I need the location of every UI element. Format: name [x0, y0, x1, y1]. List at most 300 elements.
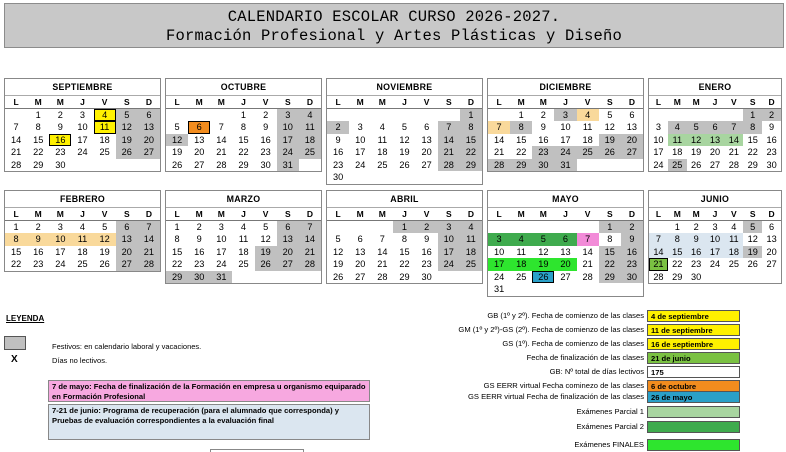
weekday-label: J — [80, 209, 85, 219]
day-cell: 15 — [238, 134, 249, 145]
week-row — [166, 134, 321, 147]
day-cell: 21 — [582, 259, 593, 269]
day-cell: 18 — [460, 246, 482, 259]
week-row — [649, 258, 781, 271]
weekday-label: M — [673, 97, 681, 107]
day-cell: 14 — [299, 233, 321, 246]
day-cell — [554, 221, 576, 234]
key-label: GS EERR virtual Fecha de finalización de las clases — [467, 392, 644, 401]
week-row — [488, 109, 643, 122]
week-row — [166, 146, 321, 159]
day-cell: 3 — [554, 109, 576, 122]
month-diciembre — [487, 78, 644, 172]
day-cell — [706, 271, 725, 284]
day-cell: 9 — [335, 134, 341, 145]
weekday-label: V — [731, 97, 737, 107]
weekday-label: V — [101, 209, 108, 219]
weekday-label: D — [467, 209, 474, 219]
day-cell: 12 — [260, 234, 271, 244]
day-cell — [724, 271, 743, 284]
week-row — [649, 271, 781, 284]
day-cell: 7 — [649, 233, 668, 246]
weekday-label: J — [712, 97, 718, 107]
day-cell: 16 — [194, 246, 205, 257]
day-cell: 2 — [57, 109, 63, 120]
month-name: MAYO — [488, 191, 643, 208]
day-cell — [416, 171, 438, 184]
day-cell: 10 — [355, 134, 366, 145]
month-mayo — [487, 190, 644, 297]
day-cell — [762, 271, 781, 284]
day-cell: 8 — [668, 233, 687, 246]
day-cell — [724, 109, 743, 122]
day-cell: 3 — [712, 221, 718, 232]
day-cell — [210, 109, 232, 122]
day-cell: 28 — [377, 271, 388, 282]
day-cell: 2 — [35, 221, 41, 232]
key-row — [400, 421, 740, 433]
month-name: FEBRERO — [5, 191, 160, 208]
day-cell — [299, 271, 321, 284]
day-cell: 1 — [240, 109, 247, 120]
weekday-header — [5, 208, 160, 221]
day-cell: 7 — [218, 122, 224, 132]
week-row — [5, 109, 160, 122]
weekday-label: M — [34, 209, 42, 219]
day-cell: 27 — [709, 159, 721, 170]
week-row — [166, 233, 321, 246]
key-label: GB: Nº total de días lectivos — [549, 367, 644, 376]
day-cell: 22 — [399, 259, 410, 269]
day-cell — [299, 159, 321, 172]
day-cell: 30 — [691, 271, 702, 282]
day-cell: 19 — [743, 246, 762, 259]
day-cell — [438, 271, 460, 284]
key-value — [647, 406, 740, 418]
day-cell — [188, 109, 210, 122]
day-cell: 22 — [672, 259, 683, 269]
day-cell: 3 — [57, 221, 63, 232]
day-cell: 29 — [747, 159, 758, 170]
day-cell: 15 — [516, 134, 527, 145]
day-cell: 21 — [377, 259, 388, 269]
day-cell: 5 — [102, 221, 108, 232]
day-cell — [349, 109, 371, 122]
day-cell — [577, 221, 599, 234]
month-name: NOVIEMBRE — [327, 79, 482, 96]
day-cell: 19 — [171, 147, 183, 157]
day-cell: 15 — [668, 246, 687, 259]
week-row — [327, 246, 482, 259]
day-cell: 5 — [116, 109, 138, 122]
day-cell: 3 — [277, 109, 299, 122]
day-cell: 21 — [10, 147, 22, 157]
day-cell: 27 — [766, 259, 777, 269]
day-cell: 1 — [13, 221, 19, 232]
day-cell: 4 — [510, 233, 532, 246]
day-cell: 20 — [554, 258, 576, 271]
day-cell: 2 — [540, 109, 546, 120]
day-cell: 10 — [560, 122, 571, 132]
day-cell — [554, 283, 576, 296]
day-cell: 18 — [299, 134, 321, 147]
key-row — [400, 391, 740, 403]
weekday-label: M — [378, 209, 386, 219]
week-row — [649, 159, 781, 172]
day-cell: 25 — [516, 271, 527, 282]
day-cell: 14 — [138, 233, 160, 246]
day-cell: 8 — [401, 234, 408, 244]
day-cell: 26 — [116, 146, 138, 159]
day-cell: 31 — [493, 284, 505, 294]
day-cell — [668, 109, 687, 122]
day-cell: 1 — [743, 109, 762, 122]
weekday-label: S — [445, 209, 452, 219]
week-row — [327, 171, 482, 184]
day-cell: 17 — [55, 246, 66, 257]
key-label: GS (1º). Fecha de comienzo de las clases — [502, 339, 644, 348]
day-cell — [255, 271, 277, 284]
day-cell: 21 — [728, 147, 739, 157]
day-cell: 25 — [728, 259, 739, 269]
day-cell: 8 — [240, 122, 247, 132]
day-cell: 13 — [277, 233, 299, 246]
day-cell: 23 — [260, 147, 271, 157]
day-cell — [371, 171, 393, 184]
weekday-label: M — [56, 97, 64, 107]
day-cell: 24 — [277, 146, 299, 159]
weekday-label: D — [306, 209, 313, 219]
day-cell: 29 — [672, 271, 683, 282]
day-cell: 28 — [653, 271, 664, 282]
day-cell: 26 — [691, 159, 702, 170]
weekday-label: D — [628, 97, 635, 107]
week-row — [166, 121, 321, 134]
day-cell: 24 — [216, 259, 227, 269]
day-cell: 14 — [493, 134, 505, 145]
day-cell: 24 — [653, 159, 664, 170]
day-cell: 15 — [747, 134, 758, 145]
week-row — [166, 246, 321, 259]
day-cell: 15 — [460, 134, 482, 147]
day-cell: 16 — [621, 246, 643, 259]
weekday-label: M — [356, 97, 364, 107]
day-cell: 26 — [532, 271, 554, 284]
title-line-1: CALENDARIO ESCOLAR CURSO 2026-2027. — [227, 8, 561, 26]
day-cell: 8 — [35, 122, 41, 132]
day-cell: 10 — [706, 233, 725, 246]
weekday-label: M — [517, 209, 525, 219]
key-value — [647, 421, 740, 433]
key-value: 16 de septiembre — [647, 338, 740, 350]
month-name: ENERO — [649, 79, 781, 96]
week-row — [488, 159, 643, 172]
day-cell: 18 — [724, 246, 743, 259]
day-cell — [349, 171, 371, 184]
day-cell: 29 — [33, 159, 44, 170]
weekday-label: J — [402, 209, 407, 219]
day-cell: 9 — [424, 234, 430, 244]
day-cell: 26 — [399, 159, 410, 170]
day-cell: 25 — [377, 159, 388, 170]
day-cell: 20 — [194, 147, 205, 157]
day-cell: 25 — [299, 146, 321, 159]
day-cell: 12 — [687, 134, 706, 147]
key-label: Exámenes FINALES — [574, 440, 644, 449]
week-row — [166, 258, 321, 271]
day-cell: 14 — [724, 134, 743, 147]
day-cell: 8 — [510, 121, 532, 134]
month-febrero — [4, 190, 161, 272]
day-cell: 23 — [55, 147, 66, 157]
week-row — [649, 246, 781, 259]
day-cell: 13 — [355, 246, 366, 257]
weekday-label: L — [13, 209, 19, 219]
day-cell: 12 — [747, 234, 758, 244]
legend-title: LEYENDA — [6, 314, 45, 323]
weekday-label: S — [445, 97, 452, 107]
day-cell: 30 — [532, 159, 554, 172]
day-cell: 16 — [538, 134, 549, 145]
day-cell: 10 — [277, 121, 299, 134]
day-cell: 12 — [604, 122, 615, 132]
day-cell: 28 — [438, 159, 460, 172]
day-cell: 17 — [488, 258, 510, 271]
day-cell: 5 — [401, 122, 408, 132]
week-row — [488, 221, 643, 234]
key-label: Fecha de finalización de las clases — [526, 353, 644, 362]
day-cell: 17 — [355, 147, 366, 157]
weekday-label: L — [335, 209, 341, 219]
day-cell: 17 — [653, 147, 664, 157]
day-cell: 24 — [55, 259, 66, 269]
day-cell: 30 — [55, 159, 66, 170]
weekday-label: V — [262, 209, 269, 219]
week-row — [5, 121, 160, 134]
day-cell: 23 — [421, 259, 432, 269]
day-cell: 11 — [516, 246, 526, 257]
page-title — [4, 3, 784, 48]
key-row — [400, 352, 740, 364]
day-cell: 23 — [194, 259, 205, 269]
day-cell: 13 — [421, 134, 432, 145]
day-cell: 31 — [210, 271, 232, 284]
day-cell: 26 — [599, 146, 621, 159]
week-row — [649, 109, 781, 122]
day-cell: 22 — [599, 258, 621, 271]
day-cell — [393, 171, 415, 184]
day-cell: 19 — [99, 246, 110, 257]
weekday-label: S — [123, 97, 130, 107]
day-cell: 6 — [769, 221, 775, 232]
day-cell: 1 — [674, 221, 680, 232]
month-octubre — [165, 78, 322, 172]
week-row — [166, 109, 321, 122]
day-cell: 22 — [33, 147, 44, 157]
weekday-label: L — [655, 97, 662, 107]
week-row — [649, 146, 781, 159]
day-cell — [232, 271, 254, 284]
day-cell: 29 — [399, 271, 410, 282]
day-cell: 29 — [510, 159, 532, 172]
day-cell: 8 — [174, 234, 180, 244]
day-cell: 5 — [335, 234, 341, 244]
key-label: GS EERR virtual Fecha cominezo de las clases — [483, 381, 644, 390]
day-cell: 31 — [277, 159, 299, 172]
day-cell: 22 — [238, 147, 249, 157]
day-cell: 12 — [116, 121, 138, 134]
day-cell: 28 — [488, 159, 510, 172]
day-cell: 4 — [577, 109, 599, 122]
day-cell: 5 — [263, 221, 269, 232]
day-cell: 6 — [277, 221, 299, 234]
day-cell: 20 — [138, 134, 160, 147]
day-cell — [327, 221, 349, 234]
weekday-label: J — [80, 97, 85, 107]
day-cell: 20 — [355, 259, 366, 269]
day-cell: 11 — [299, 121, 321, 134]
weekday-label: J — [241, 209, 246, 219]
day-cell: 29 — [460, 159, 482, 172]
day-cell: 2 — [762, 109, 781, 122]
day-cell: 8 — [743, 121, 762, 134]
day-cell — [349, 221, 371, 234]
day-cell: 26 — [171, 159, 183, 170]
day-cell: 10 — [438, 233, 460, 246]
day-cell: 16 — [332, 147, 344, 157]
day-cell: 10 — [493, 246, 505, 257]
day-cell: 14 — [216, 134, 227, 145]
day-cell: 20 — [277, 246, 299, 259]
day-cell: 20 — [766, 246, 777, 257]
day-cell: 11 — [94, 121, 116, 134]
day-cell: 22 — [171, 259, 183, 269]
day-cell: 12 — [538, 246, 549, 257]
day-cell: 16 — [49, 134, 71, 147]
day-cell: 5 — [607, 109, 613, 120]
day-cell: 28 — [138, 258, 160, 271]
day-cell: 11 — [724, 233, 743, 246]
day-cell: 4 — [240, 221, 247, 232]
month-enero — [648, 78, 782, 172]
day-cell: 24 — [355, 159, 366, 170]
weekday-label: L — [13, 97, 19, 107]
day-cell: 5 — [532, 233, 554, 246]
day-cell: 15 — [10, 246, 22, 257]
week-row — [5, 134, 160, 147]
day-cell: 10 — [77, 122, 88, 132]
weekday-label: M — [217, 97, 225, 107]
day-cell: 13 — [766, 234, 777, 244]
day-cell: 21 — [649, 258, 668, 271]
day-cell: 11 — [460, 233, 482, 246]
day-cell: 17 — [216, 246, 227, 257]
weekday-header — [649, 96, 781, 109]
day-cell: 4 — [299, 109, 321, 122]
day-cell — [460, 171, 482, 184]
day-cell: 8 — [5, 233, 27, 246]
day-cell: 22 — [747, 147, 758, 157]
day-cell: 6 — [554, 233, 576, 246]
day-cell: 6 — [138, 109, 160, 122]
day-cell: 25 — [99, 147, 110, 157]
weekday-label: M — [356, 209, 364, 219]
day-cell: 4 — [668, 121, 687, 134]
day-cell: 15 — [399, 246, 410, 257]
day-cell: 16 — [33, 246, 44, 257]
day-cell: 14 — [649, 246, 668, 259]
weekday-header — [166, 96, 321, 109]
day-cell: 22 — [460, 146, 482, 159]
day-cell: 7 — [138, 221, 160, 234]
day-cell: 29 — [238, 159, 249, 170]
day-cell: 17 — [706, 246, 725, 259]
festivos-label: Festivos: en calendario laboral y vacaciones. — [52, 342, 202, 351]
week-row — [488, 271, 643, 284]
day-cell — [438, 109, 460, 122]
weekday-label: S — [606, 97, 613, 107]
day-cell: 6 — [116, 221, 138, 234]
day-cell: 13 — [116, 233, 138, 246]
no-lectivos-label: Días no lectivos. — [52, 356, 108, 365]
day-cell: 12 — [94, 233, 116, 246]
day-cell — [687, 109, 706, 122]
weekday-header — [327, 208, 482, 221]
day-cell — [371, 221, 393, 234]
key-value: 4 de septiembre — [647, 310, 740, 322]
day-cell: 7 — [438, 121, 460, 134]
day-cell — [371, 109, 393, 122]
weekday-label: L — [335, 97, 341, 107]
month-noviembre — [326, 78, 483, 185]
weekday-label: M — [692, 97, 700, 107]
weekday-label: M — [56, 209, 64, 219]
weekday-label: V — [584, 97, 591, 107]
day-cell: 14 — [582, 246, 593, 257]
day-cell — [5, 109, 27, 122]
day-cell: 6 — [188, 121, 210, 134]
day-cell: 12 — [399, 134, 410, 145]
day-cell: 30 — [332, 172, 344, 182]
weekday-header — [327, 96, 482, 109]
weekday-header — [488, 96, 643, 109]
day-cell: 28 — [582, 271, 593, 282]
day-cell: 7 — [379, 234, 385, 244]
week-row — [5, 221, 160, 234]
day-cell: 11 — [71, 233, 93, 246]
week-row — [5, 233, 160, 246]
key-label: Exámenes Parcial 2 — [576, 422, 644, 431]
key-row — [400, 439, 740, 451]
week-row — [166, 159, 321, 172]
key-label: Exámenes Parcial 1 — [576, 407, 644, 416]
day-cell: 7 — [299, 221, 321, 234]
key-row — [400, 406, 740, 418]
day-cell: 16 — [260, 134, 271, 145]
day-cell: 13 — [626, 122, 638, 132]
day-cell: 1 — [393, 221, 415, 234]
day-cell: 27 — [138, 146, 160, 159]
day-cell: 24 — [77, 147, 88, 157]
weekday-label: D — [768, 209, 775, 219]
day-cell: 4 — [460, 221, 482, 234]
weekday-label: D — [145, 97, 152, 107]
day-cell: 4 — [94, 109, 116, 122]
month-name: SEPTIEMBRE — [5, 79, 160, 96]
day-cell: 25 — [460, 258, 482, 271]
day-cell: 18 — [77, 246, 88, 257]
day-cell: 19 — [399, 147, 410, 157]
